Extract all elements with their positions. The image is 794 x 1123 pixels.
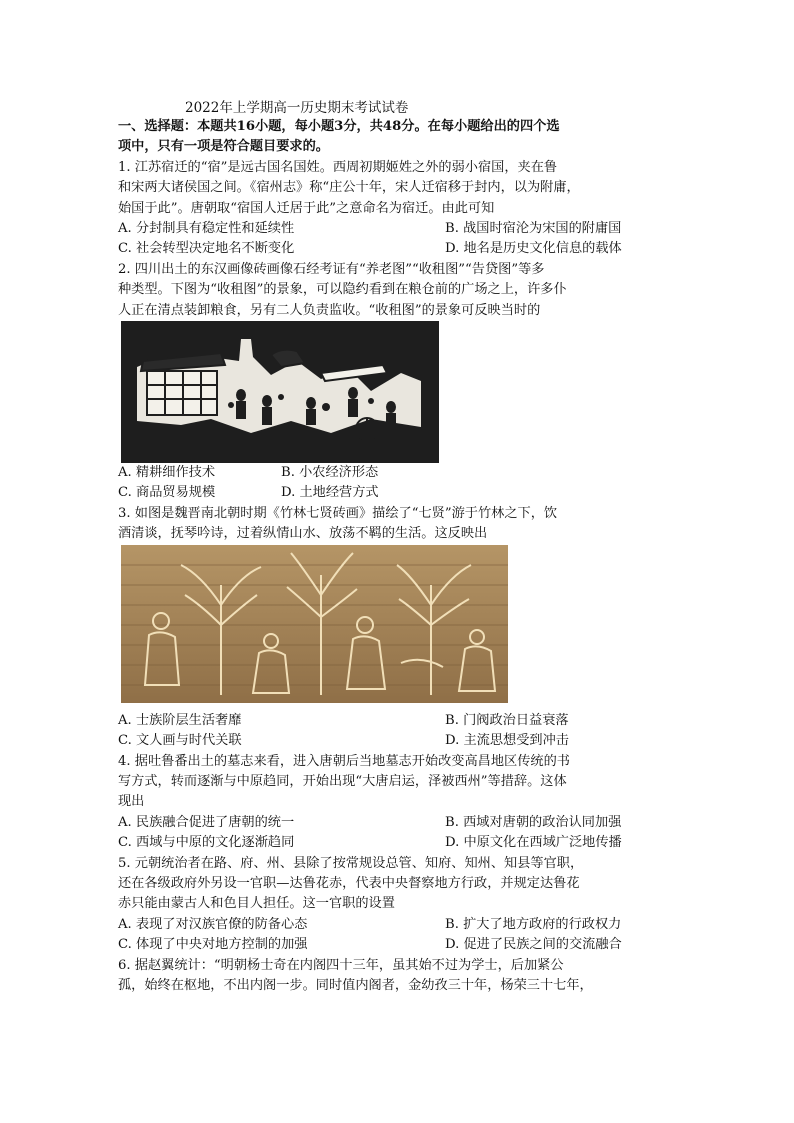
q2-stem-line2: 种类型。下图为“收租图”的景象，可以隐约看到在粮仓前的广场之上，许多仆 (118, 282, 567, 298)
q2-options-row1 (118, 463, 674, 483)
q4-options-row1 (118, 813, 674, 833)
q4-stem-line1: 4. 据吐鲁番出土的墓志来看，进入唐朝后当地墓志开始改变高昌地区传统的书 (118, 753, 570, 769)
q5-stem-line1: 5. 元朝统治者在路、府、州、县除了按常规设总管、知府、知州、知县等官职， (118, 855, 584, 871)
q6-stem-line1: 6. 据赵翼统计：“明朝杨士奇在内阁四十三年，虽其始不过为学士，后加紧公 (118, 957, 564, 973)
q4-stem-line2: 写方式，转而逐渐与中原趋同，开始出现“大唐启运，泽被西州”等措辞。这体 (118, 773, 567, 789)
q5-options-row2 (118, 935, 674, 955)
q4-stem-line3: 现出 (118, 794, 145, 810)
q1-option-d[interactable]: D. 地名是历史文化信息的载体 (445, 241, 622, 257)
q1-options-row1 (118, 219, 674, 239)
q3-stem-line2: 酒清谈，抚琴吟诗，过着纵情山水、放荡不羁的生活。这反映出 (118, 526, 488, 542)
exam-page (118, 117, 674, 996)
q4-options-row2 (118, 833, 674, 853)
q1-options-row2 (118, 239, 674, 259)
seven-sages-brick-drawing (121, 545, 508, 703)
q3-options-row2 (118, 731, 674, 751)
q3-option-a[interactable]: A. 士族阶层生活奢靡 (118, 712, 242, 728)
q3-option-b[interactable]: B. 门阀政治日益衰落 (445, 712, 569, 728)
q5-stem-line2: 还在各级政府外另设一官职—达鲁花赤，代表中央督察地方行政，并规定达鲁花 (118, 875, 580, 891)
q4-option-c[interactable]: C. 西域与中原的文化逐渐趋同 (118, 835, 295, 851)
q1-stem-line3: 始国于此”。唐朝取“宿国人迁居于此”之意命名为宿迁。由此可知 (118, 200, 495, 216)
q2-option-d[interactable]: D. 土地经营方式 (281, 485, 379, 501)
q1-stem-line1: 1. 江苏宿迁的“宿”是远古国名国姓。西周初期姬姓之外的弱小宿国，夹在鲁 (118, 159, 558, 175)
q5-options-row1 (118, 915, 674, 935)
q2-option-c[interactable]: C. 商品贸易规模 (118, 485, 216, 501)
q4-option-d[interactable]: D. 中原文化在西域广泛地传播 (445, 835, 622, 851)
q2-options-row2 (118, 483, 674, 503)
q5-option-a[interactable]: A. 表现了对汉族官僚的防备心态 (118, 916, 308, 932)
exam-title: 2022年上学期高一历史期末考试试卷 (185, 100, 409, 116)
q6-stem-line2: 孤，始终在枢地，不出内阁一步。同时值内阁者，金幼孜三十年，杨荣三十七年， (118, 977, 593, 993)
q3-option-c[interactable]: C. 文人画与时代关联 (118, 733, 242, 749)
q3-options-row1 (118, 711, 674, 731)
q5-option-d[interactable]: D. 促进了民族之间的交流融合 (445, 937, 622, 953)
q4-option-b[interactable]: B. 西域对唐朝的政治认同加强 (445, 814, 622, 830)
q1-option-b[interactable]: B. 战国时宿沦为宋国的附庸国 (445, 221, 622, 237)
q3-option-d[interactable]: D. 主流思想受到冲击 (445, 733, 569, 749)
q2-option-b[interactable]: B. 小农经济形态 (281, 465, 379, 481)
q2-option-a[interactable]: A. 精耕细作技术 (118, 465, 216, 481)
q5-stem-line3: 赤只能由蒙古人和色目人担任。这一官职的设置 (118, 896, 395, 912)
q2-stem-line3: 人正在清点装卸粮食，另有二人负责监收。“收租图”的景象可反映当时的 (118, 302, 541, 318)
seven-sages-brick-image (121, 545, 508, 703)
rent-collection-brick-drawing (121, 321, 439, 463)
section-heading-line1: 一、选择题：本题共16小题，每小题3分，共48分。在每小题给出的四个选 (118, 119, 560, 134)
q2-stem-line1: 2. 四川出土的东汉画像砖画像石经考证有“养老图”“收租图”“告贷图”等多 (118, 261, 545, 277)
section-heading-line2: 项中，只有一项是符合题目要求的。 (118, 139, 329, 155)
q3-stem-line1: 3. 如图是魏晋南北朝时期《竹林七贤砖画》描绘了“七贤”游于竹林之下，饮 (118, 505, 558, 521)
q5-option-b[interactable]: B. 扩大了地方政府的行政权力 (445, 916, 622, 932)
q1-option-a[interactable]: A. 分封制具有稳定性和延续性 (118, 221, 295, 237)
q5-option-c[interactable]: C. 体现了中央对地方控制的加强 (118, 937, 308, 953)
q1-option-c[interactable]: C. 社会转型决定地名不断变化 (118, 241, 295, 257)
q4-option-a[interactable]: A. 民族融合促进了唐朝的统一 (118, 814, 295, 830)
rent-collection-brick-image (121, 321, 439, 463)
q1-stem-line2: 和宋两大诸侯国之间。《宿州志》称“庄公十年，宋人迁宿移于封内，以为附庸， (118, 180, 580, 196)
